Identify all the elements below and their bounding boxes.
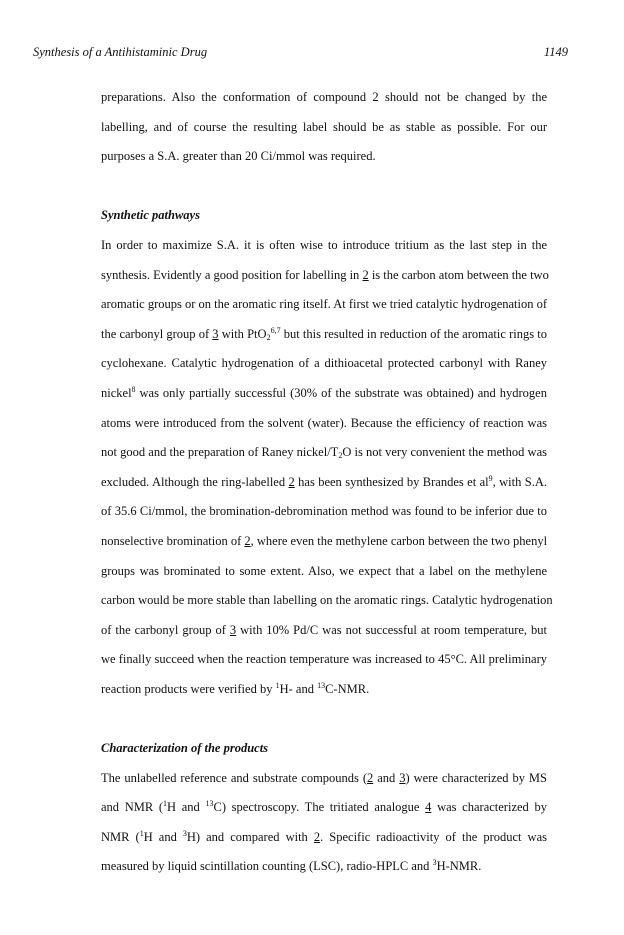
text-line: purposes a S.A. greater than 20 Ci/mmol was required. [101,149,376,164]
text-line: The unlabelled reference and substrate compounds (2 and 3) were characterized by MS [101,770,547,785]
compound-ref: 2 [244,533,251,548]
compound-ref: 3 [212,326,219,341]
text-line: cyclohexane. Catalytic hydrogenation of a dithioacetal protected carbonyl with Raney [101,356,547,371]
section-heading-characterization: Characterization of the products [101,741,269,756]
running-title: Synthesis of a Antihistaminic Drug [33,45,208,59]
text-line: measured by liquid scintillation counting (LSC), radio-HPLC and $^3$H-NMR. [101,858,482,874]
text-line: labelling, and of course the resulting label should be as stable as possible. For our [101,119,547,134]
citation: 9 [488,473,493,483]
text-line: In order to maximize S.A. it is often wise to introduce tritium as the last step in the [101,237,547,252]
text-line: reaction products were verified by $^1$H- and $^{13}$C-NMR. [101,680,370,696]
text-line: not good and the preparation of Raney nickel/$T_2O$ is not very convenient the method was [101,445,547,461]
text-line: NMR ($^1$H and $^3$H) and compared with 2. Specific radioactivity of the product was [101,828,547,844]
citation: 8 [131,384,136,394]
text-line: of the carbonyl group of 3 with 10% Pd/C was not successful at room temperature, but [101,622,547,637]
text-line: synthesis. Evidently a good position for labelling in 2 is the carbon atom between the two [101,267,549,282]
text-line: and NMR ($^1$H and $^{13}$C) spectroscopy. The tritiated analogue 4 was characterized by [101,799,547,815]
compound-ref: 4 [425,800,432,815]
text-line: atoms were introduced from the solvent (water). Because the efficiency of reaction was [101,415,547,430]
compound-ref: 2 [367,770,374,785]
text-line: nonselective bromination of 2, where even the methylene carbon between the two phenyl [101,533,548,548]
page-number: 1149 [543,45,568,59]
text-line: excluded. Although the ring-labelled 2 has been synthesized by Brandes et $al^9$, with S.A. [101,473,547,489]
text-line: nickel$^8$ was only partially successful (30% of the substrate was obtained) and hydrogen [101,384,547,400]
text-line: we finally succeed when the reaction temperature was increased to 45°C. All preliminary [101,652,547,667]
text-line: preparations. Also the conformation of compound 2 should not be changed by the [101,90,547,104]
text-line: of 35.6 Ci/mmol, the bromination-debromination method was found to be inferior due to [101,504,547,519]
citation: 6,7 [270,325,281,335]
text-line: the carbonyl group of 3 with PtO$_2^{6,7}$ but this resulted in reduction of the aromatic rings to [101,325,547,342]
compound-ref: 2 [362,267,369,282]
text-line: groups was brominated to some extent. Also, we expect that a label on the methylene [101,563,547,578]
compound-ref: 3 [229,622,237,637]
body-text [101,83,553,882]
compound-ref: 2 [288,474,295,489]
section-heading-synthetic-pathways: Synthetic pathways [101,208,200,223]
compound-ref: 3 [399,770,406,785]
text-line: carbon would be more stable than labelling on the aromatic rings. Catalytic hydrogenation [101,593,553,608]
running-header [33,45,568,60]
text-line: aromatic groups or on the aromatic ring itself. At first we tried catalytic hydrogenation of [101,297,548,312]
compound-ref: 2 [313,829,321,844]
